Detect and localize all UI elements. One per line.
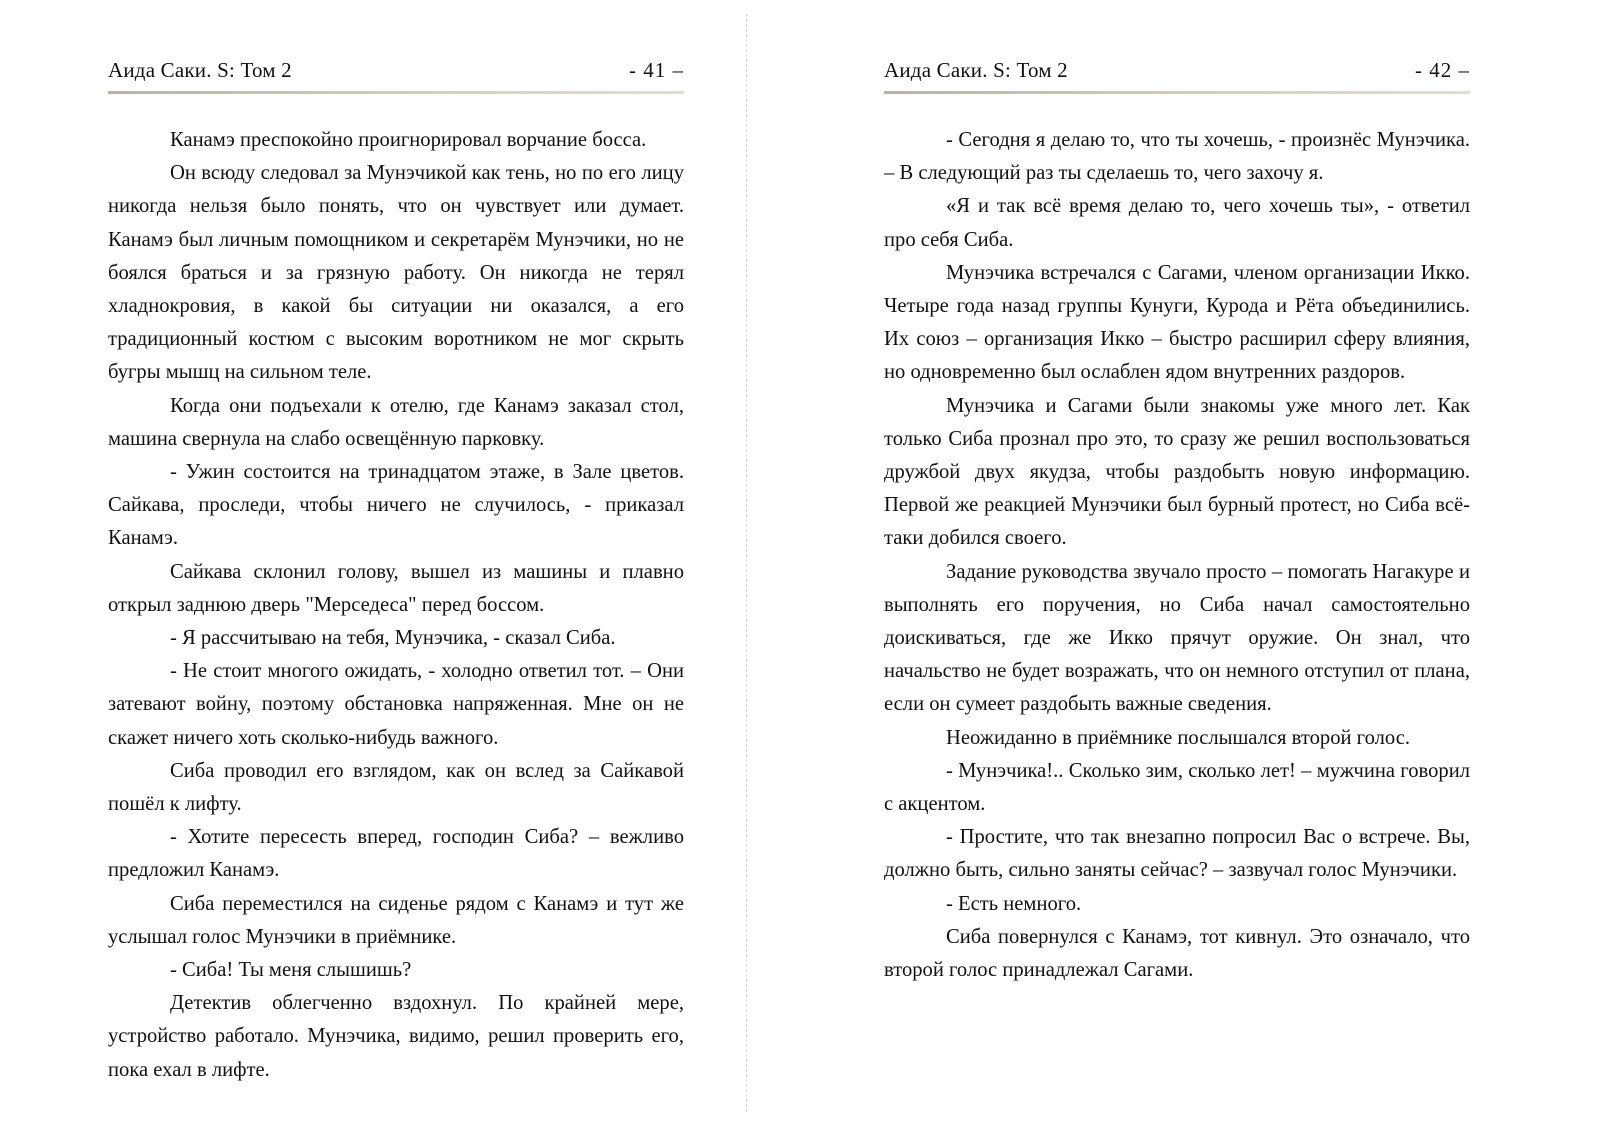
paragraph: Мунэчика и Сагами были знакомы уже много лет. Как только Сиба прознал про это, то сразу же решил воспользоваться дружбой двух якудза, чтобы раздобыть новую информацию. Первой же реакцией Мунэчики был бурный протест, но Сиба всё-таки добился своего. (884, 394, 1470, 550)
right-page-body (884, 124, 1470, 987)
paragraph: Сиба повернулся с Канамэ, тот кивнул. Это означало, что второй голос принадлежал Сагами. (884, 925, 1470, 982)
right-page-number: - 42 – (1415, 58, 1470, 82)
left-page-body (108, 124, 684, 1087)
paragraph: Он всюду следовал за Мунэчикой как тень, но по его лицу никогда нельзя было понять, что он чувствует или думает. Канамэ был личным помощником и секретарём Мунэчики, но не боялся браться и за грязную работу. Он никогда не терял хладнокровия, в какой бы ситуации ни оказался, а его традиционный костюм с высоким воротником не мог скрыть бугры мышц на сильном теле. (108, 162, 684, 384)
paragraph: «Я и так всё время делаю то, чего хочешь ты», - ответил про себя Сиба. (884, 195, 1470, 251)
right-page (746, 0, 1600, 1131)
paragraph: - Ужин состоится на тринадцатом этаже, в Зале цветов. Сайкава, проследи, чтобы ничего не случилось, - приказал Канамэ. (108, 461, 684, 550)
paragraph: Сиба переместился на сиденье рядом с Канамэ и тут же услышал голос Мунэчики в приёмнике. (108, 892, 684, 948)
paragraph: - Простите, что так внезапно попросил Вас о встрече. Вы, должно быть, сильно заняты сейчас? – зазвучал голос Мунэчики. (884, 826, 1470, 882)
paragraph: Задание руководства звучало просто – помогать Нагакуре и выполнять его поручения, но Сиба начал самостоятельно доискиваться, где же Икко прячут оружие. Он знал, что начальство не будет возражать, что он немного отступил от плана, если он сумеет раздобыть важные сведения. (884, 560, 1470, 716)
left-header-title: Аида Саки. S: Том 2 (108, 58, 292, 82)
right-page-header (884, 0, 1470, 83)
right-header-rule (884, 91, 1470, 94)
left-page (0, 0, 746, 1131)
paragraph: Детектив облегченно вздохнул. По крайней мере, устройство работало. Мунэчика, видимо, решил проверить его, пока ехал в лифте. (108, 992, 684, 1081)
left-page-header (108, 0, 684, 83)
paragraph: - Не стоит многого ожидать, - холодно ответил тот. – Они затевают войну, поэтому обстановка напряженная. Мне он не скажет ничего хоть сколько-нибудь важного. (108, 660, 684, 749)
right-header-title: Аида Саки. S: Том 2 (884, 58, 1068, 82)
paragraph: - Мунэчика!.. Сколько зим, сколько лет! – мужчина говорил с акцентом. (884, 759, 1470, 816)
paragraph: Канамэ преспокойно проигнорировал ворчание босса. (170, 129, 647, 151)
paragraph: Мунэчика встречался с Сагами, членом организации Икко. Четыре года назад группы Кунуги, Курода и Рёта объединились. Их союз – организация Икко – быстро расширил сферу влияния, но одновременно был ослаблен ядом внутренних раздоров. (884, 261, 1470, 384)
paragraph: Неожиданно в приёмнике послышался второй голос. (946, 726, 1410, 749)
paragraph: Сиба проводил его взглядом, как он вслед за Сайкавой пошёл к лифту. (108, 759, 684, 816)
paragraph: Сайкава склонил голову, вышел из машины и плавно открыл заднюю дверь "Мерседеса" перед боссом. (108, 560, 684, 616)
paragraph: - Сиба! Ты меня слышишь? (170, 959, 412, 982)
paragraph: - Хотите пересесть вперед, господин Сиба? – вежливо предложил Канамэ. (108, 826, 684, 882)
paragraph: - Есть немного. (946, 892, 1082, 915)
paragraph: - Я рассчитываю на тебя, Мунэчика, - сказал Сиба. (170, 627, 616, 650)
left-page-number: - 41 – (629, 58, 684, 82)
paragraph: Когда они подъехали к отелю, где Канамэ заказал стол, машина свернула на слабо освещённую парковку. (108, 394, 684, 450)
page-fold-divider (746, 14, 747, 1112)
paragraph: - Сегодня я делаю то, что ты хочешь, - произнёс Мунэчика. – В следующий раз ты сделаешь то, чего захочу я. (884, 129, 1470, 185)
left-header-rule (108, 91, 684, 94)
